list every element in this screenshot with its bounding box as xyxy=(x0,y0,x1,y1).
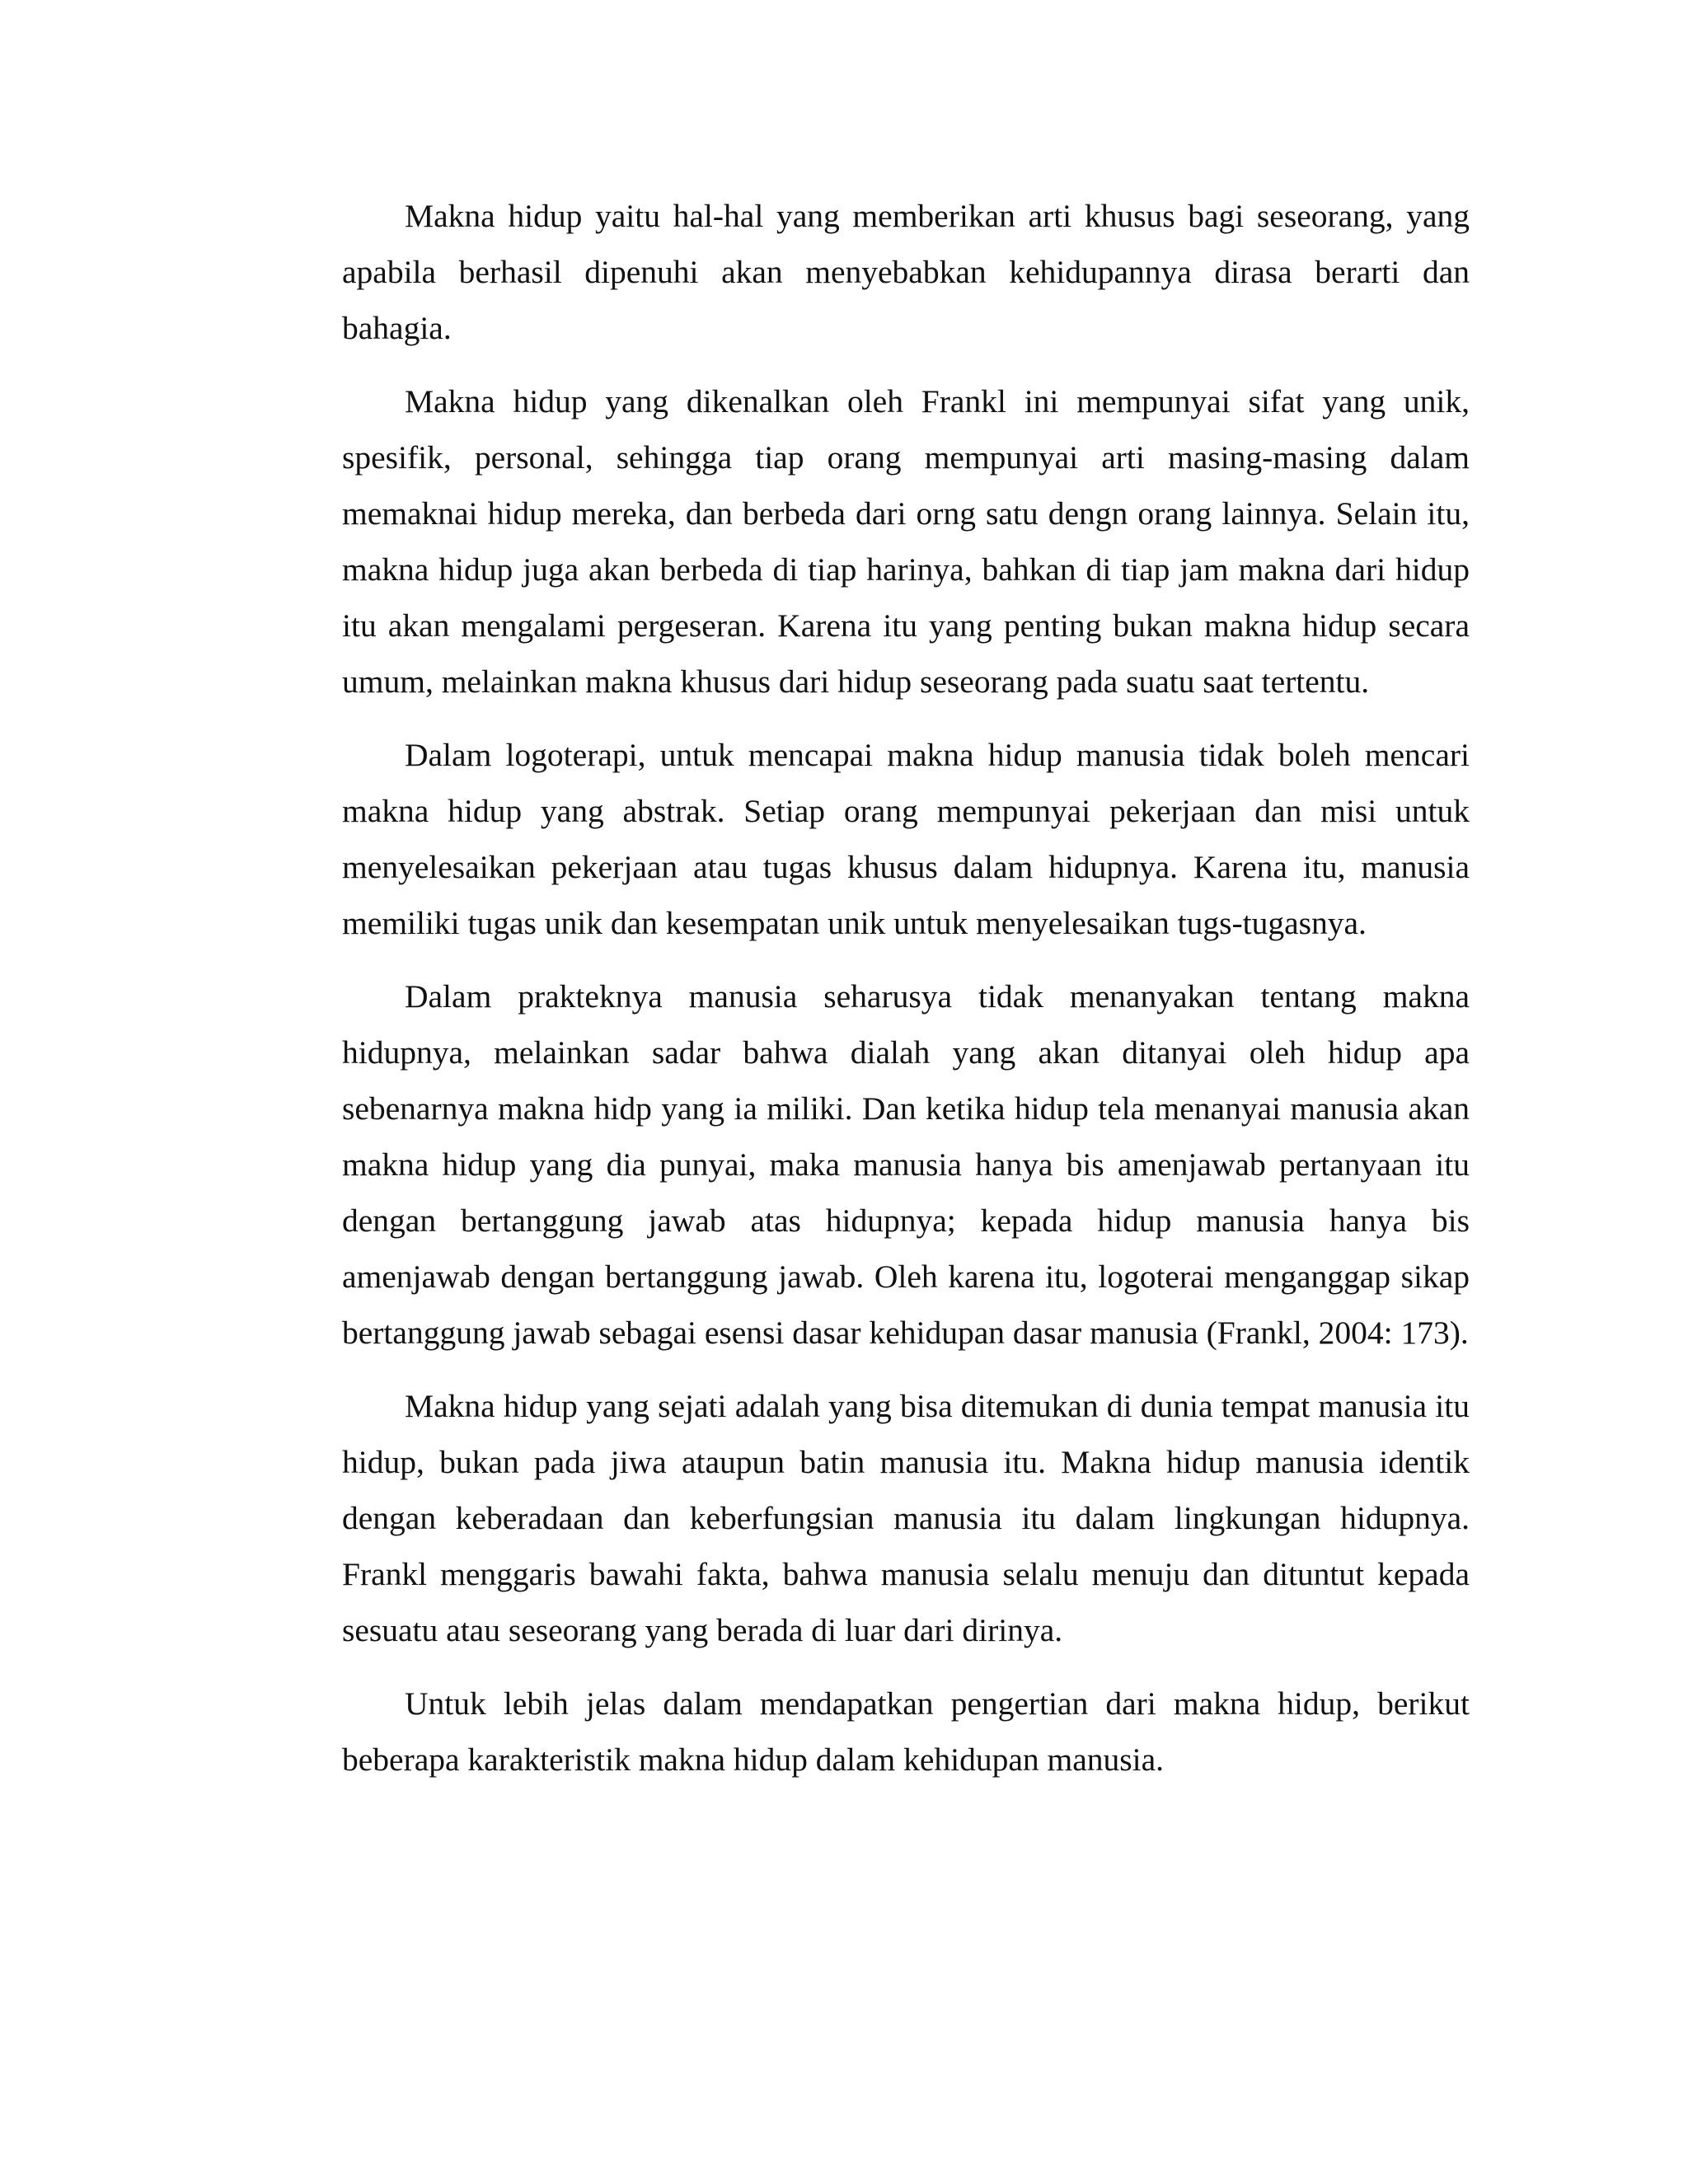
paragraph-1: Makna hidup yaitu hal-hal yang memberikan arti khusus bagi seseorang, yang apabila berhasil dipenuhi akan menyebabkan kehidupannya dirasa berarti dan bahagia. xyxy=(342,198,1470,346)
body-text xyxy=(342,188,1470,1805)
paragraph-5: Makna hidup yang sejati adalah yang bisa ditemukan di dunia tempat manusia itu hidup, bukan pada jiwa ataupun batin manusia itu. Makna hidup manusia identik dengan keberadaan dan keberfungsian manusia itu dalam lingkungan hidupnya. Frankl menggaris bawahi fakta, bahwa manusia selalu menuju dan dituntut kepada sesuatu atau seseorang yang berada di luar dari dirinya. xyxy=(342,1388,1470,1648)
paragraph-2: Makna hidup yang dikenalkan oleh Frankl ini mempunyai sifat yang unik, spesifik, personal, sehingga tiap orang mempunyai arti masing-masing dalam memaknai hidup mereka, dan berbeda dari orng satu dengn orang lainnya. Selain itu, makna hidup juga akan berbeda di tiap harinya, bahkan di tiap jam makna dari hidup itu akan mengalami pergeseran. Karena itu yang penting bukan makna hidup secara umum, melainkan makna khusus dari hidup seseorang pada suatu saat tertentu. xyxy=(342,383,1470,700)
paragraph-3: Dalam logoterapi, untuk mencapai makna hidup manusia tidak boleh mencari makna hidup yang abstrak. Setiap orang mempunyai pekerjaan dan misi untuk menyelesaikan pekerjaan atau tugas khusus dalam hidupnya. Karena itu, manusia memiliki tugas unik dan kesempatan unik untuk menyelesaikan tugs-tugasnya. xyxy=(342,737,1470,941)
paragraph-4: Dalam prakteknya manusia seharusya tidak menanyakan tentang makna hidupnya, melainkan sadar bahwa dialah yang akan ditanyai oleh hidup apa sebenarnya makna hidp yang ia miliki. Dan ketika hidup tela menanyai manusia akan makna hidup yang dia punyai, maka manusia hanya bis amenjawab pertanyaan itu dengan bertanggung jawab atas hidupnya; kepada hidup manusia hanya bis amenjawab dengan bertanggung jawab. Oleh karena itu, logoterai menganggap sikap bertanggung jawab sebagai esensi dasar kehidupan dasar manusia (Frankl, 2004: 173). xyxy=(342,978,1470,1351)
paragraph-6: Untuk lebih jelas dalam mendapatkan pengertian dari makna hidup, berikut beberapa karakteristik makna hidup dalam kehidupan manusia. xyxy=(342,1685,1470,1778)
